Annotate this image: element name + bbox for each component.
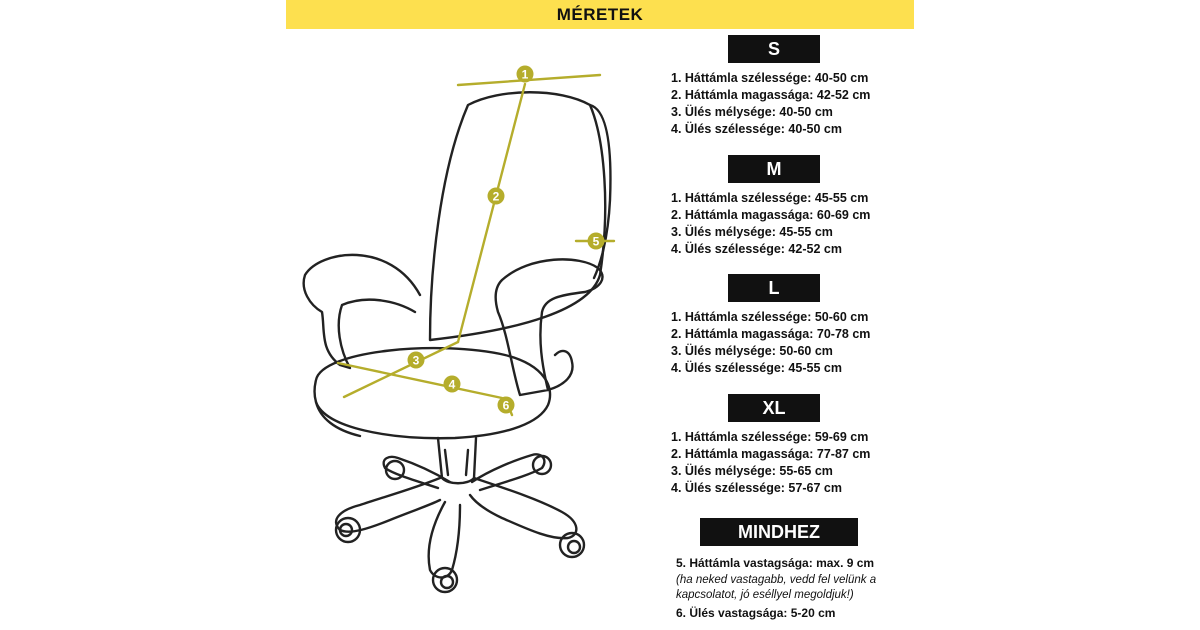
size-s-item: 2. Háttámla magassága: 42-52 cm	[671, 88, 871, 102]
size-list-s	[671, 70, 870, 138]
chair-backrest	[430, 92, 605, 340]
size-xl-item: 3. Ülés mélysége: 55-65 cm	[671, 464, 833, 478]
marker-1-icon	[517, 66, 534, 83]
measure-line-seat-width	[338, 363, 502, 398]
size-l-item: 4. Ülés szélessége: 45-55 cm	[671, 361, 842, 375]
size-badge-s: S	[728, 35, 820, 63]
marker-1-label: 1	[521, 67, 529, 82]
common-item-5: 5. Háttámla vastagsága: max. 9 cm	[676, 556, 875, 570]
chair-left-armrest	[304, 255, 420, 368]
size-badge-l: L	[728, 274, 820, 302]
size-m-item: 4. Ülés szélessége: 42-52 cm	[671, 242, 842, 256]
chair-backrest-side	[590, 105, 610, 278]
size-list-m	[671, 190, 870, 258]
size-l-item: 1. Háttámla szélessége: 50-60 cm	[671, 310, 869, 324]
chair-column	[438, 438, 476, 483]
size-list-l	[671, 309, 870, 377]
marker-6-label: 6	[502, 398, 510, 413]
chair-base	[336, 478, 440, 532]
common-item-6: 6. Ülés vastagsága: 5-20 cm	[676, 606, 836, 620]
size-xl-item: 1. Háttámla szélessége: 59-69 cm	[671, 430, 869, 444]
measure-line-backrest-height	[458, 84, 525, 342]
size-list-xl	[671, 429, 870, 497]
size-l-item: 2. Háttámla magassága: 70-78 cm	[671, 327, 871, 341]
size-s-item: 1. Háttámla szélessége: 40-50 cm	[671, 71, 869, 85]
size-m-item: 1. Háttámla szélessége: 45-55 cm	[671, 191, 869, 205]
marker-6-icon	[498, 397, 515, 414]
size-m-item: 3. Ülés mélysége: 45-55 cm	[671, 225, 833, 239]
header-bar	[286, 0, 914, 29]
page-title: MÉRETEK	[556, 4, 644, 24]
common-note: (ha neked vastagabb, vedd fel velünk a kapcsolatot, jó eséllyel megoldjuk!)	[676, 574, 877, 601]
size-s-item: 4. Ülés szélessége: 40-50 cm	[671, 122, 842, 136]
chair-caster	[533, 456, 551, 474]
marker-5-icon	[588, 233, 605, 250]
size-badge-common: MINDHEZ	[700, 518, 858, 546]
size-badge-m: M	[728, 155, 820, 183]
marker-3-icon	[408, 352, 425, 369]
size-xl-item: 4. Ülés szélessége: 57-67 cm	[671, 481, 842, 495]
size-badge-xl: XL	[728, 394, 820, 422]
chair-diagram	[280, 50, 640, 630]
size-s-item: 3. Ülés mélysége: 40-50 cm	[671, 105, 833, 119]
size-xl-item: 2. Háttámla magassága: 77-87 cm	[671, 447, 871, 461]
marker-2-label: 2	[492, 189, 500, 204]
marker-3-label: 3	[412, 353, 420, 368]
marker-4-label: 4	[448, 377, 456, 392]
common-info	[676, 555, 916, 622]
size-l-item: 3. Ülés mélysége: 50-60 cm	[671, 344, 833, 358]
marker-2-icon	[488, 188, 505, 205]
size-m-item: 2. Háttámla magassága: 60-69 cm	[671, 208, 871, 222]
marker-4-icon	[444, 376, 461, 393]
marker-5-label: 5	[592, 234, 600, 249]
